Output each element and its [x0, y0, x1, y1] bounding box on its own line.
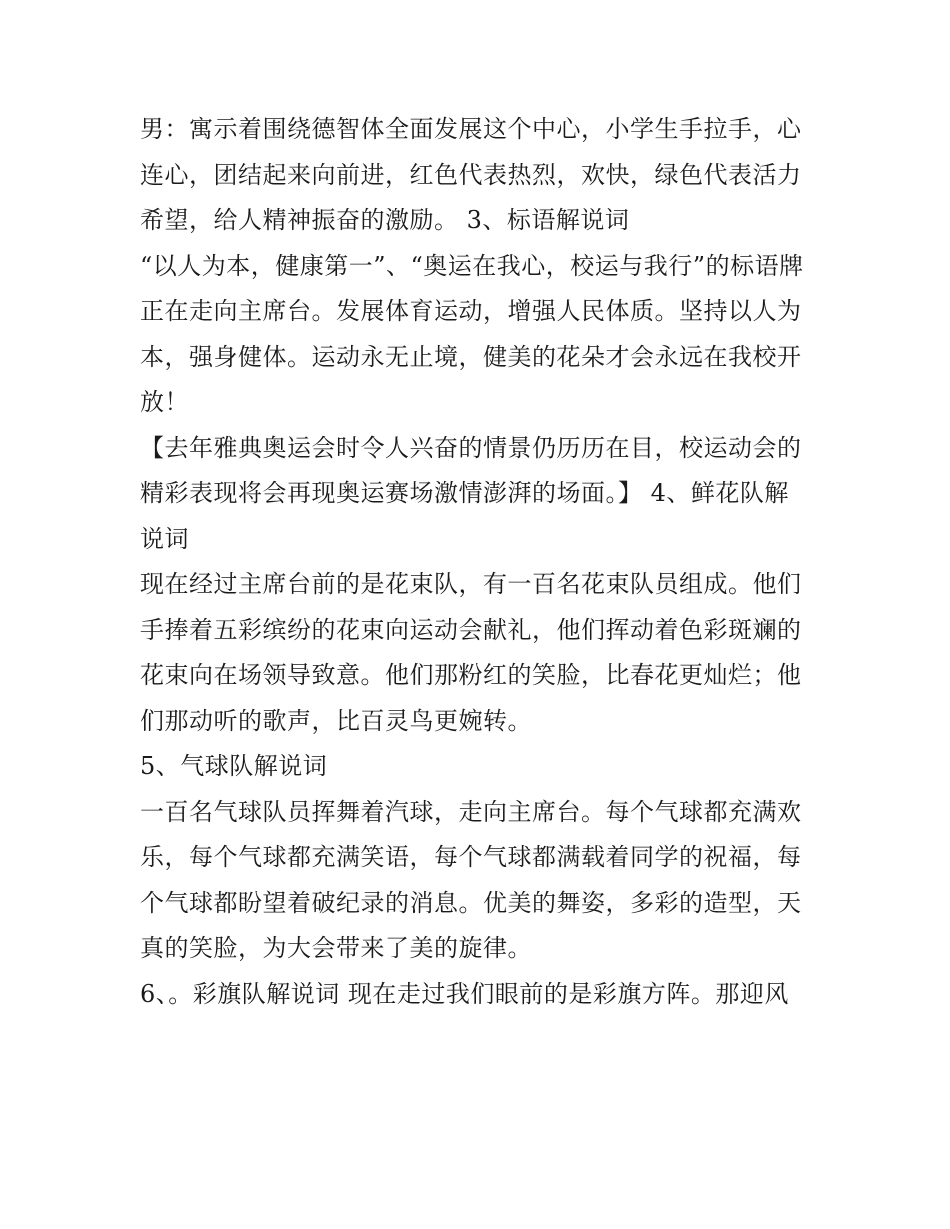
text-line: 花束向在场领导致意。他们那粉红的笑脸，比春花更灿烂；他: [140, 661, 802, 689]
text-line: 手捧着五彩缤纷的花束向运动会献礼，他们挥动着色彩斑斓的: [140, 615, 802, 644]
text-line: 个气球都盼望着破纪录的消息。优美的舞姿，多彩的造型，天: [140, 888, 802, 917]
text-line: 连心，团结起来向前进，红色代表热烈，欢快，绿色代表活力: [140, 160, 802, 189]
text-line: “以人为本，健康第一”、“奥运在我心，校运与我行”的标语牌: [140, 251, 804, 280]
text-line: 5、气球队解说词: [140, 752, 328, 780]
text-line: 乐，每个气球都充满笑语，每个气球都满载着同学的祝福，每: [140, 843, 802, 871]
text-line: 放！: [140, 388, 189, 416]
text-line: 希望，给人精神振奋的激励。 3、标语解说词: [140, 206, 630, 234]
text-line: 【去年雅典奥运会时令人兴奋的情景仍历历在目，校运动会的: [140, 433, 802, 462]
text-line: 6、。彩旗队解说词 现在走过我们眼前的是彩旗方阵。那迎风: [140, 979, 789, 1008]
document-body: [140, 107, 820, 1017]
text-line: 真的笑脸，为大会带来了美的旋律。: [140, 934, 532, 962]
text-line: 正在走向主席台。发展体育运动，增强人民体质。坚持以人为: [140, 297, 802, 325]
text-line: 精彩表现将会再现奥运赛场激情澎湃的场面。】 4、鲜花队解: [140, 479, 789, 507]
text-line: 们那动听的歌声，比百灵鸟更婉转。: [140, 706, 532, 735]
text-line: 本，强身健体。运动永无止境，健美的花朵才会永远在我校开: [140, 342, 802, 371]
text-line: 现在经过主席台前的是花束队，有一百名花束队员组成。他们: [140, 570, 802, 598]
text-line: 男：寓示着围绕德智体全面发展这个中心，小学生手拉手，心: [140, 115, 802, 143]
text-line: 说词: [140, 524, 189, 553]
text-line: 一百名气球队员挥舞着汽球，走向主席台。每个气球都充满欢: [140, 797, 802, 826]
